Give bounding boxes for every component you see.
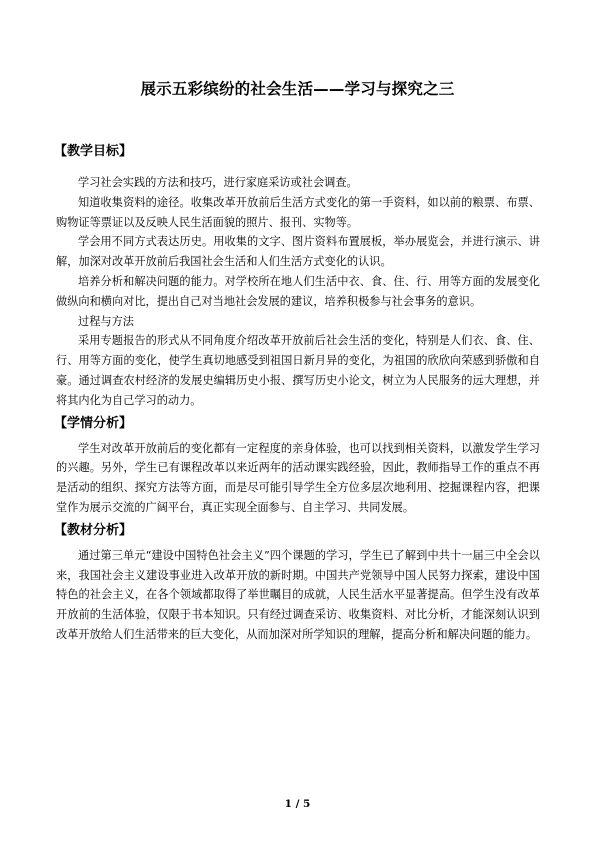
subheading-process-and-method: 过程与方法 <box>78 314 134 328</box>
document-body <box>56 141 540 645</box>
section-heading-textbook-analysis: 【教材分析】 <box>54 522 133 538</box>
section-heading-learner-analysis: 【学情分析】 <box>54 415 133 431</box>
page-number: 1 / 5 <box>284 798 311 810</box>
paragraph: 采用专题报告的形式从不同角度介绍改革开放前后社会生活的变化，特别是人们衣、食、住、行、用等方面的变化，使学生真切地感受到祖国日新月异的变化，为祖国的欣欣向荣感到骄傲和自豪。通过调查农村经济的发展史编辑历史小报、撰写历史小论文，树立为人民服务的远大理想，并将其内化为自己学习的动力。 <box>56 334 540 407</box>
paragraph: 学生对改革开放前后的变化都有一定程度的亲身体验，也可以找到相关资料，以激发学生学习的兴趣。另外，学生已有课程改革以来近两年的活动课实践经验，因此，教师指导工作的重点不再是活动的组织、探究方法等方面，而是尽可能引导学生全方位多层次地利用、挖掘课程内容，把课堂作为展示交流的广阔平台，真正实现全面参与、自主学习、共同发展。 <box>56 441 540 514</box>
paragraph: 通过第三单元“建设中国特色社会主义”四个课题的学习，学生已了解到中共十一届三中全会以来，我国社会主义建设事业进入改革开放的新时期。中国共产党领导中国人民努力探索，建设中国特色的社会主义，在各个领域都取得了举世瞩目的成就，人民生活水平显著提高。但学生没有改革开放前的生活体验，仅限于书本知识。只有经过调查采访、收集资料、对比分析，才能深刻认识到改革开放给人们生活带来的巨大变化，从而加深对所学知识的理解，提高分析和解决问题的能力。 <box>56 548 540 641</box>
section-heading-teaching-goals: 【教学目标】 <box>54 144 133 159</box>
paragraph: 培养分析和解决问题的能力。对学校所在地人们生活中衣、食、住、行、用等方面的发展变化做纵向和横向对比，提出自己对当地社会发展的建议，培养积极参与社会事务的意识。 <box>56 274 540 308</box>
paragraph: 学习社会实践的方法和技巧，进行家庭采访或社会调查。 <box>78 176 358 189</box>
paragraph: 学会用不同方式表达历史。用收集的文字、图片资料布置展板，举办展览会，并进行演示、讲解，加深对改革开放前后我国社会生活和人们生活方式变化的认识。 <box>56 235 540 269</box>
document-title: 展示五彩缤纷的社会生活——学习与探究之三 <box>140 80 455 98</box>
paragraph: 知道收集资料的途径。收集改革开放前后生活方式变化的第一手资料，如以前的粮票、布票、购物证等票证以及反映人民生活面貌的照片、报刊、实物等。 <box>56 195 540 229</box>
